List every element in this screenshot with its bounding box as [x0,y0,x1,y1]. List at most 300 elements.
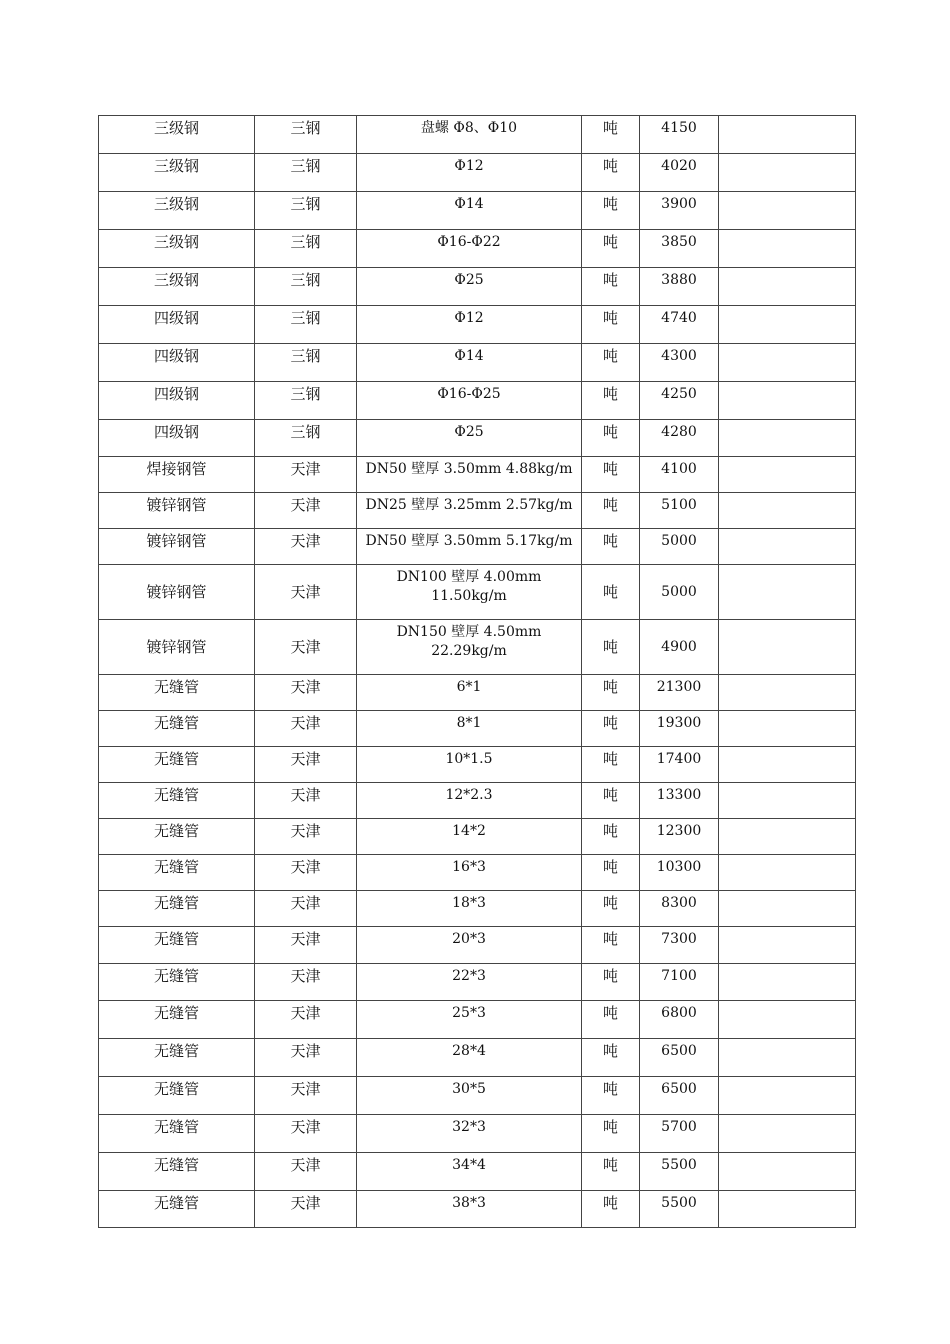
table-row [99,493,856,529]
product-name-cell [99,1153,255,1191]
origin-text: 天津 [290,496,321,514]
unit-cell [582,116,640,154]
table-row [99,964,856,1001]
spec-cell [357,1115,582,1153]
price-text: 4020 [661,158,697,174]
spec-text: 30*5 [452,1081,486,1097]
table-row [99,116,856,154]
unit-text: 吨 [602,894,618,912]
note-text [719,711,855,714]
product-name-cell [99,1115,255,1153]
price-text: 13300 [656,787,702,803]
note-cell [719,1039,856,1077]
origin-cell [255,675,357,711]
product-name-cell [99,268,255,306]
price-cell [640,268,719,306]
table-row [99,306,856,344]
note-text [719,1153,855,1156]
origin-text: 三钢 [290,195,321,213]
note-cell [719,891,856,927]
table-row [99,268,856,306]
product-name-text: 无缝管 [153,714,199,732]
note-cell [719,420,856,457]
unit-cell [582,420,640,457]
price-cell [640,711,719,747]
price-cell [640,420,719,457]
price-cell [640,192,719,230]
product-name-cell [99,565,255,620]
unit-cell [582,927,640,964]
note-cell [719,819,856,855]
spec-cell [357,819,582,855]
price-text: 21300 [656,679,702,695]
spec-cell [357,620,582,675]
price-text: 10300 [656,859,702,875]
origin-text: 天津 [290,750,321,768]
table-row [99,420,856,457]
unit-text: 吨 [602,750,618,768]
spec-text: 20*3 [452,931,486,947]
origin-cell [255,306,357,344]
product-name-text: 四级钢 [153,309,199,327]
product-name-text: 焊接钢管 [146,460,207,478]
product-name-text: 四级钢 [153,347,199,365]
spec-text: 28*4 [452,1043,486,1059]
price-cell [640,675,719,711]
price-cell [640,382,719,420]
table-row [99,1115,856,1153]
note-cell [719,268,856,306]
origin-text: 天津 [290,822,321,840]
unit-cell [582,493,640,529]
product-name-text: 无缝管 [153,894,199,912]
table-row [99,620,856,675]
origin-text: 三钢 [290,271,321,289]
spec-cell [357,1001,582,1039]
price-cell [640,493,719,529]
note-text [719,192,855,195]
price-text: 7300 [661,931,697,947]
note-text [719,306,855,309]
spec-cell [357,964,582,1001]
unit-text: 吨 [602,157,618,175]
unit-text: 吨 [602,1118,618,1136]
note-text [719,268,855,271]
note-cell [719,457,856,493]
spec-text: 14*2 [452,823,486,839]
spec-cell [357,675,582,711]
price-text: 3880 [661,272,697,288]
product-name-text: 无缝管 [153,1194,199,1212]
product-name-text: 三级钢 [153,157,199,175]
spec-text: 16*3 [452,859,486,875]
spec-cell [357,420,582,457]
product-name-text: 镀锌钢管 [146,637,207,656]
price-text: 5100 [661,497,697,513]
spec-cell [357,306,582,344]
origin-cell [255,620,357,675]
note-cell [719,1115,856,1153]
note-cell [719,344,856,382]
note-cell [719,675,856,711]
table-row [99,927,856,964]
product-name-cell [99,620,255,675]
spec-text: 8*1 [456,715,482,731]
product-name-cell [99,1077,255,1115]
note-text [719,420,855,423]
product-name-cell [99,783,255,819]
product-name-text: 无缝管 [153,678,199,696]
note-text [719,382,855,385]
spec-cell [357,493,582,529]
unit-text: 吨 [602,1194,618,1212]
note-text [719,1001,855,1004]
unit-text: 吨 [602,1004,618,1022]
price-text: 19300 [656,715,702,731]
price-text: 6500 [661,1043,697,1059]
product-name-cell [99,1001,255,1039]
origin-cell [255,529,357,565]
unit-text: 吨 [602,460,618,478]
origin-text: 三钢 [290,119,321,137]
unit-cell [582,1039,640,1077]
product-name-cell [99,711,255,747]
product-name-text: 无缝管 [153,930,199,948]
unit-cell [582,1115,640,1153]
origin-cell [255,382,357,420]
spec-cell [357,565,582,620]
spec-cell [357,529,582,565]
product-name-cell [99,1191,255,1228]
unit-cell [582,819,640,855]
product-name-cell [99,116,255,154]
price-cell [640,1001,719,1039]
spec-cell [357,927,582,964]
table-row [99,382,856,420]
note-cell [719,565,856,620]
note-text [719,1077,855,1080]
spec-text: DN50 壁厚 3.50mm 5.17kg/m [365,533,573,549]
spec-text: DN50 壁厚 3.50mm 4.88kg/m [365,461,573,477]
note-text [719,783,855,786]
spec-cell [357,711,582,747]
unit-cell [582,382,640,420]
spec-cell [357,1039,582,1077]
price-text: 6800 [661,1005,697,1021]
origin-cell [255,420,357,457]
spec-text: 6*1 [456,679,482,695]
product-name-cell [99,192,255,230]
table-row [99,891,856,927]
unit-text: 吨 [602,1080,618,1098]
unit-cell [582,747,640,783]
unit-text: 吨 [602,930,618,948]
unit-text: 吨 [602,233,618,251]
note-cell [719,192,856,230]
table-row [99,711,856,747]
origin-cell [255,192,357,230]
product-name-cell [99,420,255,457]
spec-text: Φ14 [454,196,484,212]
origin-text: 天津 [290,967,321,985]
price-text: 8300 [661,895,697,911]
product-name-cell [99,493,255,529]
unit-cell [582,1191,640,1228]
price-text: 4740 [661,310,697,326]
product-name-cell [99,964,255,1001]
spec-text: 12*2.3 [445,787,493,803]
note-cell [719,783,856,819]
product-name-cell [99,891,255,927]
spec-cell [357,1191,582,1228]
unit-cell [582,1077,640,1115]
origin-text: 天津 [290,1004,321,1022]
price-cell [640,529,719,565]
table-row [99,154,856,192]
product-name-cell [99,457,255,493]
unit-cell [582,344,640,382]
spec-cell [357,268,582,306]
note-text [719,1039,855,1042]
table-row [99,855,856,891]
origin-text: 天津 [290,637,321,656]
spec-cell [357,457,582,493]
origin-cell [255,783,357,819]
unit-text: 吨 [602,714,618,732]
price-text: 5500 [661,1157,697,1173]
price-text: 4250 [661,386,697,402]
product-name-text: 四级钢 [153,423,199,441]
table-row [99,457,856,493]
unit-cell [582,529,640,565]
product-name-text: 无缝管 [153,967,199,985]
origin-text: 三钢 [290,423,321,441]
spec-text: Φ16-Φ25 [437,386,501,402]
product-name-text: 无缝管 [153,1042,199,1060]
unit-cell [582,268,640,306]
unit-text: 吨 [602,967,618,985]
spec-text: 22*3 [452,968,486,984]
note-text [719,154,855,157]
price-text: 5000 [661,533,697,549]
price-cell [640,457,719,493]
origin-cell [255,1077,357,1115]
origin-cell [255,855,357,891]
origin-cell [255,1001,357,1039]
price-text: 5500 [661,1195,697,1211]
spec-text: Φ25 [454,272,484,288]
price-cell [640,1077,719,1115]
price-table [98,115,856,1228]
note-text [719,529,855,532]
note-text [719,891,855,894]
price-cell [640,819,719,855]
origin-cell [255,1191,357,1228]
unit-cell [582,565,640,620]
price-cell [640,855,719,891]
note-cell [719,1001,856,1039]
note-cell [719,855,856,891]
unit-text: 吨 [602,637,618,656]
product-name-text: 无缝管 [153,786,199,804]
spec-cell [357,747,582,783]
origin-cell [255,1115,357,1153]
unit-text: 吨 [602,1156,618,1174]
product-name-cell [99,675,255,711]
note-text [719,675,855,678]
unit-text: 吨 [602,347,618,365]
unit-text: 吨 [602,496,618,514]
product-name-cell [99,382,255,420]
spec-text: Φ16-Φ22 [437,234,501,250]
origin-cell [255,344,357,382]
product-name-cell [99,927,255,964]
price-text: 4150 [661,120,697,136]
product-name-text: 无缝管 [153,1080,199,1098]
unit-cell [582,192,640,230]
origin-text: 天津 [290,858,321,876]
note-cell [719,711,856,747]
note-text [719,344,855,347]
note-text [719,1115,855,1118]
origin-cell [255,927,357,964]
origin-cell [255,1039,357,1077]
origin-text: 天津 [290,1042,321,1060]
origin-text: 三钢 [290,347,321,365]
origin-text: 天津 [290,894,321,912]
unit-cell [582,855,640,891]
origin-text: 三钢 [290,233,321,251]
origin-text: 天津 [290,582,321,601]
table-row [99,565,856,620]
unit-text: 吨 [602,1042,618,1060]
note-cell [719,116,856,154]
table-row [99,819,856,855]
note-text [719,116,855,119]
origin-cell [255,711,357,747]
note-cell [719,964,856,1001]
note-cell [719,927,856,964]
product-name-cell [99,819,255,855]
price-cell [640,565,719,620]
note-cell [719,1077,856,1115]
origin-cell [255,493,357,529]
product-name-text: 无缝管 [153,1156,199,1174]
note-cell [719,747,856,783]
spec-cell [357,192,582,230]
note-cell [719,382,856,420]
product-name-cell [99,230,255,268]
origin-text: 三钢 [290,309,321,327]
note-cell [719,306,856,344]
origin-text: 天津 [290,714,321,732]
price-cell [640,1039,719,1077]
price-cell [640,927,719,964]
spec-cell [357,382,582,420]
price-cell [640,1115,719,1153]
origin-text: 天津 [290,678,321,696]
origin-text: 天津 [290,786,321,804]
table-row [99,192,856,230]
spec-cell [357,1153,582,1191]
price-text: 3900 [661,196,697,212]
product-name-text: 无缝管 [153,858,199,876]
spec-text: Φ12 [454,310,484,326]
origin-text: 天津 [290,930,321,948]
spec-text: 32*3 [452,1119,486,1135]
note-cell [719,529,856,565]
product-name-text: 无缝管 [153,750,199,768]
table-row [99,675,856,711]
unit-cell [582,306,640,344]
table-row [99,1039,856,1077]
unit-cell [582,711,640,747]
unit-cell [582,964,640,1001]
spec-text: DN100 壁厚 4.00mm 11.50kg/m [396,569,542,604]
unit-cell [582,783,640,819]
product-name-text: 无缝管 [153,822,199,840]
origin-text: 天津 [290,1156,321,1174]
price-text: 7100 [661,968,697,984]
table-row [99,230,856,268]
table-row [99,1001,856,1039]
unit-cell [582,675,640,711]
unit-text: 吨 [602,822,618,840]
note-cell [719,154,856,192]
price-cell [640,620,719,675]
spec-text: 盘螺 Φ8、Φ10 [420,120,518,136]
note-cell [719,1191,856,1228]
price-cell [640,747,719,783]
origin-text: 天津 [290,1080,321,1098]
note-text [719,1191,855,1194]
origin-cell [255,1153,357,1191]
spec-text: 10*1.5 [445,751,493,767]
unit-cell [582,1001,640,1039]
origin-cell [255,457,357,493]
spec-text: 18*3 [452,895,486,911]
product-name-cell [99,154,255,192]
unit-text: 吨 [602,423,618,441]
unit-text: 吨 [602,532,618,550]
product-name-cell [99,529,255,565]
table-row [99,1191,856,1228]
price-cell [640,783,719,819]
price-text: 3850 [661,234,697,250]
product-name-text: 三级钢 [153,233,199,251]
product-name-text: 镀锌钢管 [146,582,207,601]
price-cell [640,344,719,382]
unit-cell [582,891,640,927]
unit-text: 吨 [602,195,618,213]
table-row [99,747,856,783]
unit-text: 吨 [602,678,618,696]
unit-text: 吨 [602,385,618,403]
product-name-cell [99,747,255,783]
spec-cell [357,154,582,192]
price-cell [640,154,719,192]
unit-text: 吨 [602,271,618,289]
price-cell [640,964,719,1001]
spec-text: DN25 壁厚 3.25mm 2.57kg/m [365,497,573,513]
price-text: 4900 [661,638,697,655]
price-text: 4100 [661,461,697,477]
product-name-cell [99,344,255,382]
spec-text: Φ14 [454,348,484,364]
product-name-text: 无缝管 [153,1004,199,1022]
unit-cell [582,457,640,493]
price-cell [640,1191,719,1228]
